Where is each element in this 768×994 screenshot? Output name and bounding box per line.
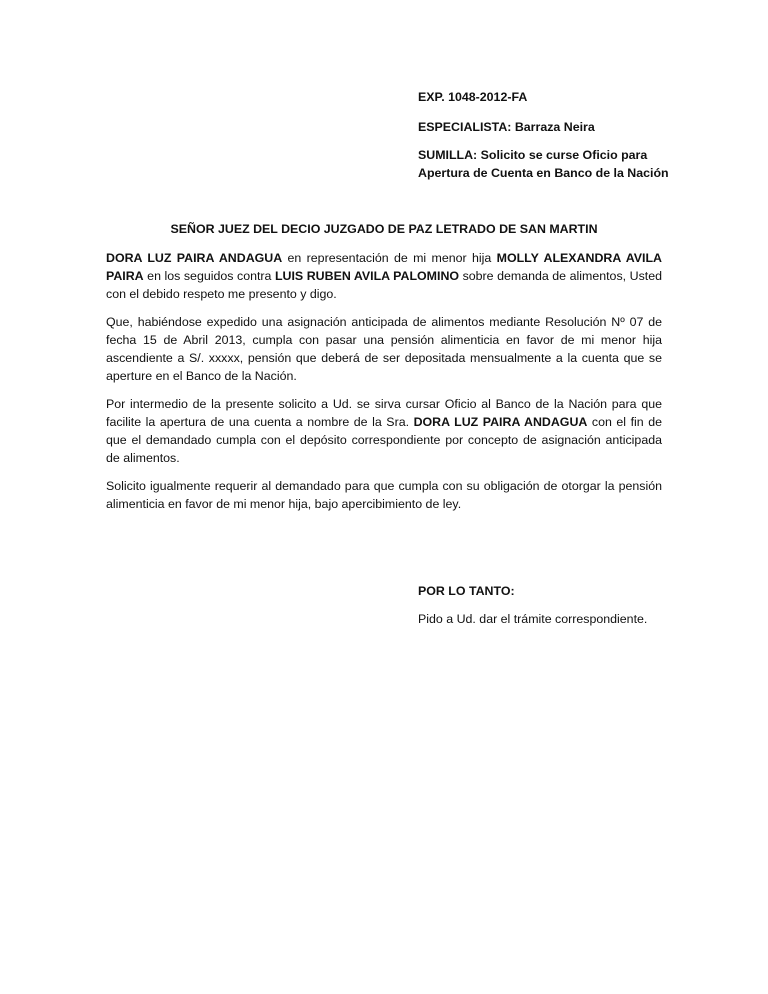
paragraph-text: con el fin de que el demandado cumpla con el depósito correspondiente por concepto de asignación anticipada de alimentos. (106, 415, 662, 465)
closing-heading: POR LO TANTO: (418, 584, 515, 598)
specialist: ESPECIALISTA: Barraza Neira (418, 120, 595, 134)
paragraph-text: sobre demanda de alimentos, Usted con el debido respeto me presento y digo. (106, 269, 662, 301)
paragraph-additional-request: Solicito igualmente requerir al demandado para que cumpla con su obligación de otorgar la pensión alimenticia en favor de mi menor hija, bajo apercibimiento de ley. (106, 479, 662, 511)
paragraph-text: en representación de mi menor hija (282, 251, 497, 265)
paragraph-text: en los seguidos contra (143, 269, 275, 283)
summary-line-2: Apertura de Cuenta en Banco de la Nación (418, 166, 669, 180)
petitioner-name: DORA LUZ PAIRA ANDAGUA (106, 251, 283, 265)
closing-statement: Pido a Ud. dar el trámite correspondiente. (418, 612, 648, 626)
petitioner-name: DORA LUZ PAIRA ANDAGUA (413, 415, 588, 429)
paragraph-background: Que, habiéndose expedido una asignación anticipada de alimentos mediante Resolución Nº 07 de fecha 15 de Abril 2013, cumpla con pasar una pensión alimenticia en favor de mi menor hija ascendiente a S/. xxxxx, pensión que deberá de ser depositada mensualmente a la cuenta que se aperture en el Banco de la Nación. (106, 315, 662, 383)
paragraph-introduction (106, 249, 662, 303)
closing-block (418, 582, 718, 628)
summary-line-1: SUMILLA: Solicito se curse Oficio para (418, 148, 648, 162)
paragraph-request (106, 395, 662, 467)
document-body (106, 249, 662, 523)
paragraph-text: Por intermedio de la presente solicito a Ud. se sirva cursar Oficio al Banco de la Nación para que facilite la apertura de una cuenta a nombre de la Sra. (106, 397, 662, 429)
defendant-name: LUIS RUBEN AVILA PALOMINO (274, 269, 460, 283)
case-number: EXP. 1048-2012-FA (418, 90, 528, 104)
addressee-title: SEÑOR JUEZ DEL DECIO JUZGADO DE PAZ LETRADO DE SAN MARTIN (170, 222, 598, 236)
child-name: MOLLY ALEXANDRA AVILA PAIRA (106, 251, 662, 283)
